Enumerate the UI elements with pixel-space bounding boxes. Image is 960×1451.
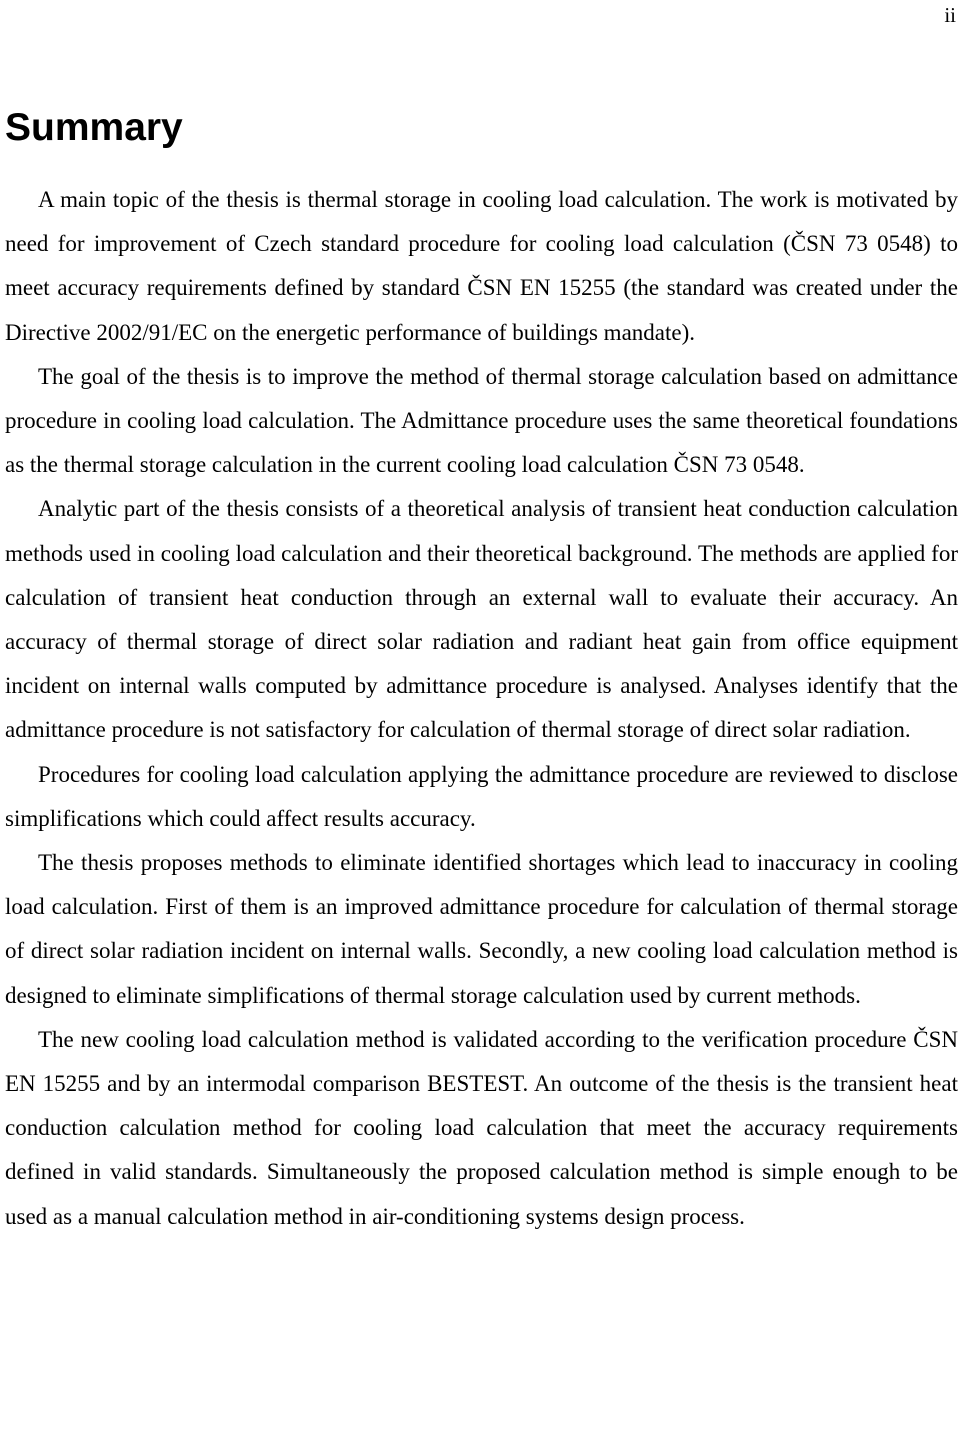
summary-body (5, 178, 958, 1239)
paragraph-goal: The goal of the thesis is to improve the method of thermal storage calculation based on admittance procedure in cooling load calculation. The Admittance procedure uses the same theoretical foundations as the thermal storage calculation in the current cooling load calculation ČSN 73 0548. (5, 363, 958, 478)
paragraph-procedures: Procedures for cooling load calculation applying the admittance procedure are reviewed to disclose simplifications which could affect results accuracy. (5, 761, 958, 831)
page-number: ii (944, 3, 956, 27)
paragraph-analysis: Analytic part of the thesis consists of a theoretical analysis of transient heat conduction calculation methods used in cooling load calculation and their theoretical background. The methods are applied for calculation of transient heat conduction through an external wall to evaluate their accuracy. An accuracy of thermal storage of direct solar radiation and radiant heat gain from office equipment incident on internal walls computed by admittance procedure is analysed. Analyses identify that the admittance procedure is not satisfactory for calculation of thermal storage of direct solar radiation. (5, 496, 958, 743)
paragraph-validation: The new cooling load calculation method is validated according to the verification procedure ČSN EN 15255 and by an intermodal comparison BESTEST. An outcome of the thesis is the transient heat conduction calculation method for cooling load calculation that meet the accuracy requirements defined in valid standards. Simultaneously the proposed calculation method is simple enough to be used as a manual calculation method in air-conditioning systems design process. (5, 1026, 958, 1229)
paragraph-topic: A main topic of the thesis is thermal storage in cooling load calculation. The work is motivated by need for improvement of Czech standard procedure for cooling load calculation (ČSN 73 0548) to meet accuracy requirements defined by standard ČSN EN 15255 (the standard was created under the Directive 2002/91/EC on the energetic performance of buildings mandate). (5, 187, 958, 345)
page-title: Summary (5, 106, 183, 149)
paragraph-proposals: The thesis proposes methods to eliminate identified shortages which lead to inaccuracy in cooling load calculation. First of them is an improved admittance procedure for calculation of thermal storage of direct solar radiation incident on internal walls. Secondly, a new cooling load calculation method is designed to eliminate simplifications of thermal storage calculation used by current methods. (5, 850, 958, 1008)
